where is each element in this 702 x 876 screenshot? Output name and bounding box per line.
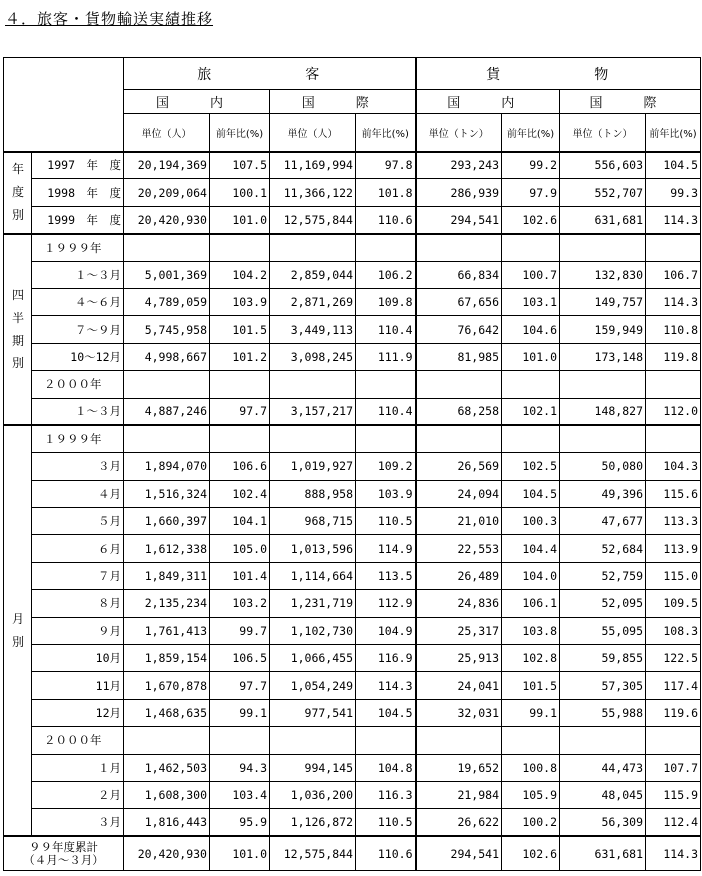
data-cell: 1,670,878 — [124, 672, 210, 699]
row-label: ３月 — [32, 453, 124, 480]
unit-person-header: 単位（人） — [270, 114, 356, 152]
table-row — [4, 590, 701, 617]
data-cell: 66,834 — [416, 261, 502, 288]
data-cell: 115.6 — [646, 480, 701, 507]
data-cell: 3,449,113 — [270, 316, 356, 343]
row-label: ２０００年 — [32, 371, 124, 398]
data-cell: 81,985 — [416, 343, 502, 370]
data-cell: 114.3 — [356, 672, 416, 699]
table-row — [4, 261, 701, 288]
data-cell: 103.8 — [502, 617, 560, 644]
data-cell: 117.4 — [646, 672, 701, 699]
data-cell: 104.8 — [356, 754, 416, 781]
table-row — [4, 425, 701, 452]
data-cell: 103.9 — [356, 480, 416, 507]
data-cell: 552,707 — [560, 179, 646, 206]
data-cell: 19,652 — [416, 754, 502, 781]
data-cell: 116.3 — [356, 781, 416, 808]
table-row — [4, 371, 701, 398]
page-title: ４．旅客・貨物輸送実績推移 — [5, 10, 214, 28]
data-cell: 293,243 — [416, 152, 502, 179]
data-cell — [416, 371, 502, 398]
data-cell: 1,516,324 — [124, 480, 210, 507]
data-cell: 1,894,070 — [124, 453, 210, 480]
data-cell: 294,541 — [416, 206, 502, 233]
data-cell: 1,126,872 — [270, 809, 356, 836]
data-cell: 113.5 — [356, 562, 416, 589]
data-cell: 68,258 — [416, 398, 502, 425]
data-cell — [210, 234, 270, 261]
data-cell: 109.5 — [646, 590, 701, 617]
data-cell: 24,041 — [416, 672, 502, 699]
data-cell: 4,789,059 — [124, 288, 210, 315]
total-cell: 20,420,930 — [124, 836, 210, 870]
unit-ton-header: 単位（トン） — [416, 114, 502, 152]
data-cell: 2,859,044 — [270, 261, 356, 288]
data-cell: 11,169,994 — [270, 152, 356, 179]
data-cell: 106.2 — [356, 261, 416, 288]
data-cell: 5,745,958 — [124, 316, 210, 343]
table-row — [4, 398, 701, 425]
data-cell: 102.8 — [502, 645, 560, 672]
data-cell: 5,001,369 — [124, 261, 210, 288]
data-cell: 101.2 — [210, 343, 270, 370]
data-cell: 1,462,503 — [124, 754, 210, 781]
data-cell — [646, 234, 701, 261]
data-cell: 100.8 — [502, 754, 560, 781]
data-cell: 4,887,246 — [124, 398, 210, 425]
data-cell: 111.9 — [356, 343, 416, 370]
row-label: ３月 — [32, 809, 124, 836]
data-cell — [416, 234, 502, 261]
data-cell: 21,010 — [416, 508, 502, 535]
data-cell: 25,317 — [416, 617, 502, 644]
data-cell: 104.4 — [502, 535, 560, 562]
data-cell: 113.9 — [646, 535, 701, 562]
data-cell — [416, 727, 502, 754]
total-label-line1: ９９年度累計 — [29, 839, 98, 854]
data-cell: 99.7 — [210, 617, 270, 644]
data-cell — [124, 727, 210, 754]
data-cell: 994,145 — [270, 754, 356, 781]
data-cell: 101.0 — [210, 206, 270, 233]
data-cell: 556,603 — [560, 152, 646, 179]
data-cell: 50,080 — [560, 453, 646, 480]
unit-person-header: 単位（人） — [124, 114, 210, 152]
data-cell — [124, 371, 210, 398]
row-label: 1998 年 度 — [32, 179, 124, 206]
data-cell: 104.5 — [646, 152, 701, 179]
data-cell: 101.8 — [356, 179, 416, 206]
data-cell — [416, 425, 502, 452]
data-cell — [502, 371, 560, 398]
yoy-header: 前年比(%) — [356, 114, 416, 152]
data-cell — [560, 371, 646, 398]
data-cell: 1,608,300 — [124, 781, 210, 808]
row-label: ４月 — [32, 480, 124, 507]
data-cell: 59,855 — [560, 645, 646, 672]
table-row — [4, 288, 701, 315]
data-cell — [124, 234, 210, 261]
table-row — [4, 535, 701, 562]
data-cell: 110.6 — [356, 206, 416, 233]
data-cell: 115.9 — [646, 781, 701, 808]
cargo-header: 貨 物 — [416, 58, 701, 90]
data-cell: 102.1 — [502, 398, 560, 425]
row-label: ９月 — [32, 617, 124, 644]
data-cell: 99.3 — [646, 179, 701, 206]
data-cell: 22,553 — [416, 535, 502, 562]
passenger-domestic-header: 国 内 — [124, 90, 270, 114]
data-cell — [270, 727, 356, 754]
data-cell — [560, 234, 646, 261]
data-cell: 110.5 — [356, 809, 416, 836]
data-cell: 106.5 — [210, 645, 270, 672]
data-cell: 102.5 — [502, 453, 560, 480]
data-cell: 114.3 — [646, 206, 701, 233]
data-cell: 101.0 — [502, 343, 560, 370]
data-cell: 101.5 — [502, 672, 560, 699]
row-label: １９９９年 — [32, 425, 124, 452]
total-cell: 12,575,844 — [270, 836, 356, 870]
data-cell: 159,949 — [560, 316, 646, 343]
total-cell: 631,681 — [560, 836, 646, 870]
data-cell: 101.5 — [210, 316, 270, 343]
data-cell: 1,660,397 — [124, 508, 210, 535]
total-cell: 102.6 — [502, 836, 560, 870]
data-cell: 32,031 — [416, 699, 502, 726]
data-cell: 56,309 — [560, 809, 646, 836]
data-cell: 112.9 — [356, 590, 416, 617]
data-cell: 114.9 — [356, 535, 416, 562]
data-cell: 109.2 — [356, 453, 416, 480]
data-cell: 116.9 — [356, 645, 416, 672]
data-cell: 20,194,369 — [124, 152, 210, 179]
data-cell: 968,715 — [270, 508, 356, 535]
data-cell: 100.1 — [210, 179, 270, 206]
data-cell — [124, 425, 210, 452]
table-row — [4, 645, 701, 672]
cargo-domestic-header: 国 内 — [416, 90, 560, 114]
data-cell: 100.7 — [502, 261, 560, 288]
data-cell: 1,013,596 — [270, 535, 356, 562]
data-cell: 1,859,154 — [124, 645, 210, 672]
row-label: ７～９月 — [32, 316, 124, 343]
data-cell — [356, 234, 416, 261]
data-cell: 1,114,664 — [270, 562, 356, 589]
data-cell: 104.1 — [210, 508, 270, 535]
data-cell: 4,998,667 — [124, 343, 210, 370]
data-cell — [502, 425, 560, 452]
data-cell: 104.5 — [356, 699, 416, 726]
transport-table — [3, 57, 701, 871]
data-cell: 110.8 — [646, 316, 701, 343]
section-label: 月別 — [4, 425, 32, 836]
data-cell: 110.5 — [356, 508, 416, 535]
data-cell — [502, 727, 560, 754]
data-cell: 20,209,064 — [124, 179, 210, 206]
row-label: １～３月 — [32, 398, 124, 425]
data-cell: 104.9 — [356, 617, 416, 644]
data-cell: 20,420,930 — [124, 206, 210, 233]
data-cell: 113.3 — [646, 508, 701, 535]
data-cell: 11,366,122 — [270, 179, 356, 206]
data-cell: 76,642 — [416, 316, 502, 343]
data-cell: 55,095 — [560, 617, 646, 644]
data-cell: 26,622 — [416, 809, 502, 836]
table-row — [4, 508, 701, 535]
data-cell: 25,913 — [416, 645, 502, 672]
data-cell: 112.4 — [646, 809, 701, 836]
data-cell: 1,231,719 — [270, 590, 356, 617]
data-cell: 105.9 — [502, 781, 560, 808]
row-label: １９９９年 — [32, 234, 124, 261]
data-cell: 132,830 — [560, 261, 646, 288]
data-cell: 102.6 — [502, 206, 560, 233]
data-cell: 119.6 — [646, 699, 701, 726]
yoy-header: 前年比(%) — [210, 114, 270, 152]
data-cell: 100.2 — [502, 809, 560, 836]
data-cell: 1,468,635 — [124, 699, 210, 726]
data-cell: 97.7 — [210, 672, 270, 699]
data-cell: 888,958 — [270, 480, 356, 507]
data-cell: 67,656 — [416, 288, 502, 315]
total-cell: 110.6 — [356, 836, 416, 870]
data-cell: 52,684 — [560, 535, 646, 562]
row-label: ８月 — [32, 590, 124, 617]
section-label: 年度別 — [4, 152, 32, 234]
table-row — [4, 179, 701, 206]
row-label: ７月 — [32, 562, 124, 589]
table-row — [4, 617, 701, 644]
data-cell: 106.1 — [502, 590, 560, 617]
table-row — [4, 781, 701, 808]
data-cell: 104.2 — [210, 261, 270, 288]
data-cell: 94.3 — [210, 754, 270, 781]
row-label: 1997 年 度 — [32, 152, 124, 179]
data-cell: 57,305 — [560, 672, 646, 699]
data-cell: 119.8 — [646, 343, 701, 370]
table-row — [4, 480, 701, 507]
data-cell: 173,148 — [560, 343, 646, 370]
data-cell: 24,836 — [416, 590, 502, 617]
row-label: 11月 — [32, 672, 124, 699]
data-cell: 1,102,730 — [270, 617, 356, 644]
unit-ton-header: 単位（トン） — [560, 114, 646, 152]
table-row — [4, 754, 701, 781]
data-cell: 1,054,249 — [270, 672, 356, 699]
passenger-international-header: 国 際 — [270, 90, 416, 114]
data-cell — [646, 371, 701, 398]
row-label: １月 — [32, 754, 124, 781]
data-cell: 95.9 — [210, 809, 270, 836]
data-cell: 99.2 — [502, 152, 560, 179]
table-row — [4, 206, 701, 233]
table-row — [4, 152, 701, 179]
row-label: 10月 — [32, 645, 124, 672]
data-cell: 2,871,269 — [270, 288, 356, 315]
data-cell: 108.3 — [646, 617, 701, 644]
data-cell — [356, 371, 416, 398]
data-cell: 102.4 — [210, 480, 270, 507]
data-cell: 52,095 — [560, 590, 646, 617]
table-row — [4, 699, 701, 726]
data-cell: 110.4 — [356, 398, 416, 425]
table-row — [4, 453, 701, 480]
data-cell: 104.3 — [646, 453, 701, 480]
data-cell: 1,066,455 — [270, 645, 356, 672]
data-cell: 1,816,443 — [124, 809, 210, 836]
data-cell — [210, 425, 270, 452]
data-cell: 26,569 — [416, 453, 502, 480]
row-label: 12月 — [32, 699, 124, 726]
data-cell: 286,939 — [416, 179, 502, 206]
data-cell: 631,681 — [560, 206, 646, 233]
data-cell: 107.7 — [646, 754, 701, 781]
data-cell: 24,094 — [416, 480, 502, 507]
total-row — [4, 836, 701, 870]
data-cell: 115.0 — [646, 562, 701, 589]
data-cell — [356, 727, 416, 754]
data-cell: 3,098,245 — [270, 343, 356, 370]
data-cell: 112.0 — [646, 398, 701, 425]
yoy-header: 前年比(%) — [646, 114, 701, 152]
data-cell: 49,396 — [560, 480, 646, 507]
data-cell: 47,677 — [560, 508, 646, 535]
data-cell: 1,019,927 — [270, 453, 356, 480]
data-cell: 148,827 — [560, 398, 646, 425]
data-cell: 97.9 — [502, 179, 560, 206]
table-row — [4, 672, 701, 699]
yoy-header: 前年比(%) — [502, 114, 560, 152]
data-cell: 103.1 — [502, 288, 560, 315]
data-cell: 2,135,234 — [124, 590, 210, 617]
data-cell: 114.3 — [646, 288, 701, 315]
row-label: １～３月 — [32, 261, 124, 288]
table-row — [4, 234, 701, 261]
row-label: ４～６月 — [32, 288, 124, 315]
data-cell — [502, 234, 560, 261]
data-cell — [270, 234, 356, 261]
data-cell: 110.4 — [356, 316, 416, 343]
data-cell: 1,612,338 — [124, 535, 210, 562]
table-row — [4, 316, 701, 343]
total-cell: 294,541 — [416, 836, 502, 870]
data-cell: 109.8 — [356, 288, 416, 315]
data-cell: 97.8 — [356, 152, 416, 179]
data-cell: 104.5 — [502, 480, 560, 507]
passenger-header: 旅 客 — [124, 58, 416, 90]
data-cell: 977,541 — [270, 699, 356, 726]
data-cell: 104.6 — [502, 316, 560, 343]
table-row — [4, 809, 701, 836]
data-cell: 104.0 — [502, 562, 560, 589]
data-cell: 149,757 — [560, 288, 646, 315]
cargo-international-header: 国 際 — [560, 90, 701, 114]
data-cell: 99.1 — [210, 699, 270, 726]
row-label: ５月 — [32, 508, 124, 535]
data-cell: 26,489 — [416, 562, 502, 589]
data-cell — [270, 425, 356, 452]
data-cell: 97.7 — [210, 398, 270, 425]
data-cell: 1,036,200 — [270, 781, 356, 808]
data-cell — [646, 727, 701, 754]
data-cell: 103.9 — [210, 288, 270, 315]
data-cell: 1,761,413 — [124, 617, 210, 644]
section-label: 四半期別 — [4, 234, 32, 426]
data-cell — [210, 727, 270, 754]
data-cell: 103.2 — [210, 590, 270, 617]
data-cell: 21,984 — [416, 781, 502, 808]
data-cell — [646, 425, 701, 452]
total-label-line2: （４月～３月） — [23, 852, 104, 867]
data-cell: 103.4 — [210, 781, 270, 808]
data-cell: 101.4 — [210, 562, 270, 589]
data-cell: 122.5 — [646, 645, 701, 672]
row-label: ６月 — [32, 535, 124, 562]
data-cell: 48,045 — [560, 781, 646, 808]
table-row — [4, 727, 701, 754]
data-cell: 106.7 — [646, 261, 701, 288]
row-label: ２月 — [32, 781, 124, 808]
table-row — [4, 562, 701, 589]
data-cell: 44,473 — [560, 754, 646, 781]
row-label: 10～12月 — [32, 343, 124, 370]
data-cell: 52,759 — [560, 562, 646, 589]
data-cell: 99.1 — [502, 699, 560, 726]
data-cell — [210, 371, 270, 398]
data-cell — [560, 727, 646, 754]
data-cell — [270, 371, 356, 398]
data-cell: 1,849,311 — [124, 562, 210, 589]
data-cell — [560, 425, 646, 452]
data-cell: 107.5 — [210, 152, 270, 179]
data-cell: 12,575,844 — [270, 206, 356, 233]
total-cell: 114.3 — [646, 836, 701, 870]
data-cell — [356, 425, 416, 452]
data-cell: 106.6 — [210, 453, 270, 480]
total-label — [4, 836, 124, 870]
data-cell: 55,988 — [560, 699, 646, 726]
corner-cell — [4, 58, 124, 152]
data-cell: 3,157,217 — [270, 398, 356, 425]
total-cell: 101.0 — [210, 836, 270, 870]
data-cell: 105.0 — [210, 535, 270, 562]
data-cell: 100.3 — [502, 508, 560, 535]
table-row — [4, 343, 701, 370]
row-label: 1999 年 度 — [32, 206, 124, 233]
row-label: ２０００年 — [32, 727, 124, 754]
